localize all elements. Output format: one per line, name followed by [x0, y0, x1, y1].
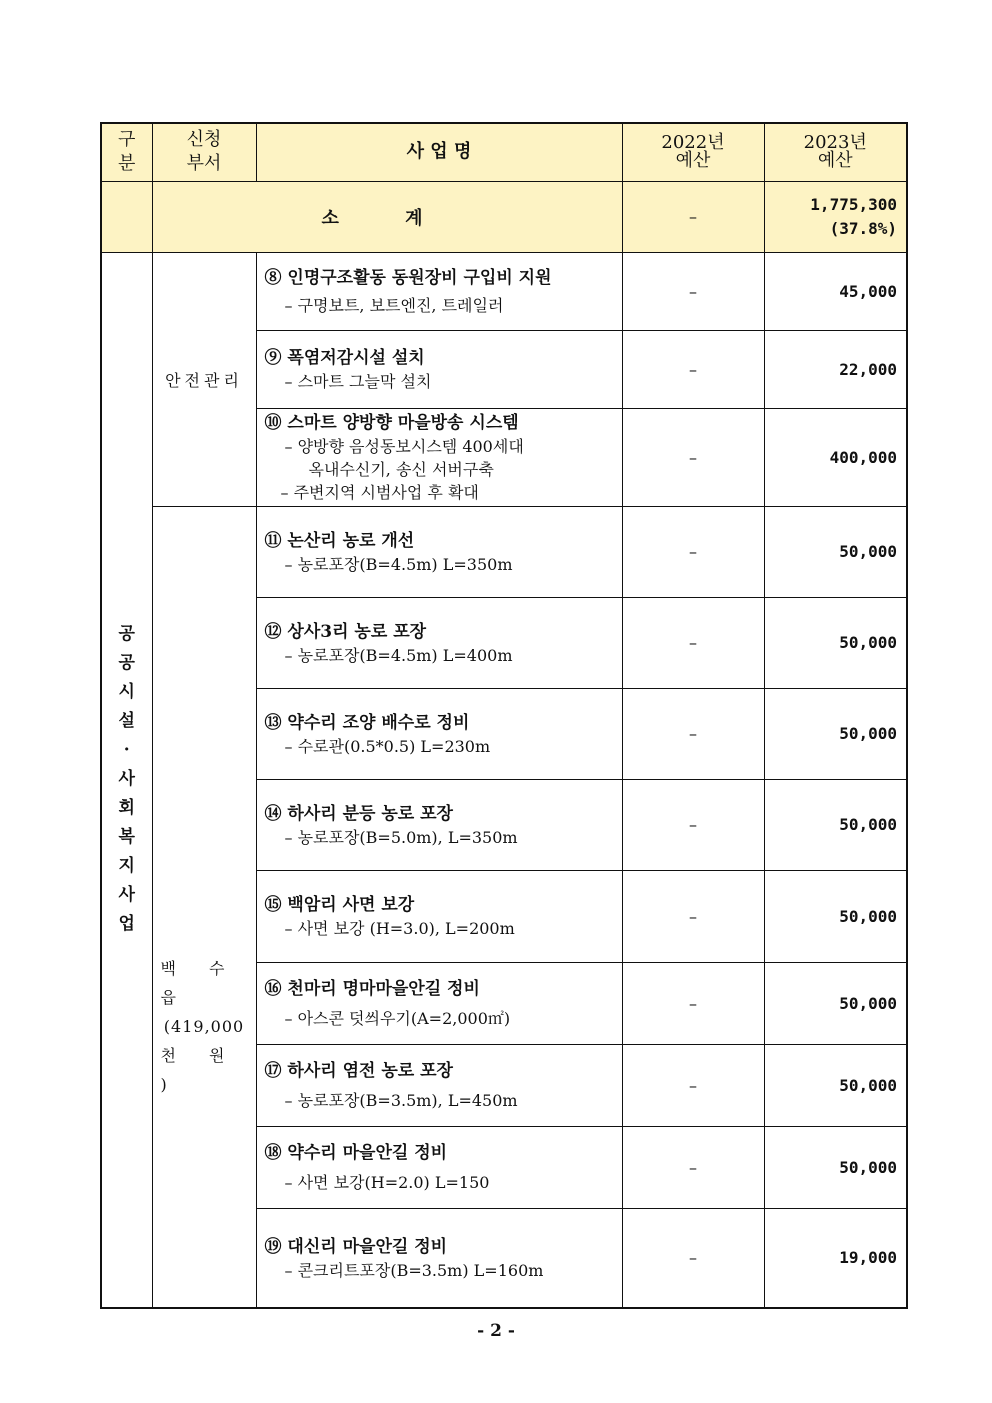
project-2022-value: – [622, 870, 764, 962]
header-category-line2: 분 [118, 153, 136, 175]
project-desc: – 아스콘 덧씌우기(A=2,000㎡) [284, 1008, 511, 1028]
category-char: · [123, 740, 130, 761]
category-char: 지 [118, 856, 135, 877]
project-desc: – 농로포장(B=4.5m) L=400m [284, 645, 513, 665]
project-desc: – 수로관(0.5*0.5) L=230m [284, 736, 491, 756]
project-desc: – 사면 보강(H=2.0) L=150 [284, 1172, 490, 1192]
category-char: 업 [118, 914, 135, 935]
category-char: 공 [118, 624, 135, 645]
category-char: 시 [118, 682, 135, 703]
category-char: 복 [118, 827, 135, 848]
header-project-name: 사 업 명 [256, 123, 622, 181]
header-row [101, 123, 907, 181]
subtotal-label-cell [152, 181, 764, 252]
department-baeksu-line2: (419,000 [163, 1017, 245, 1037]
project-title: ⑩ 스마트 양방향 마을방송 시스템 [264, 412, 519, 433]
project-title: ⑲ 대신리 마을안길 정비 [264, 1236, 448, 1257]
project-cell [256, 330, 622, 408]
project-cell [256, 597, 622, 688]
header-2022-line1: 2022년 [661, 132, 725, 154]
department-baeksu-line1: 백 수 읍 [160, 959, 239, 1008]
subtotal-label: 소 계 [153, 182, 623, 252]
project-desc: – 콘크리트포장(B=3.5m) L=160m [284, 1260, 544, 1280]
project-2023-value: 45,000 [764, 252, 907, 330]
project-title: ⑮ 백암리 사면 보강 [264, 894, 415, 915]
header-department [152, 123, 256, 181]
header-2023-line1: 2023년 [803, 132, 867, 154]
header-category [101, 123, 152, 181]
subtotal-blank-cell [101, 181, 152, 252]
project-cell [256, 962, 622, 1044]
project-2022-value: – [622, 330, 764, 408]
subtotal-2022: – [622, 182, 764, 252]
project-2022-value: – [622, 1208, 764, 1308]
project-2022-value: – [622, 779, 764, 870]
department-safety: 안전관리 [152, 252, 256, 506]
table-row [101, 506, 907, 597]
project-2023-value: 400,000 [764, 408, 907, 506]
project-cell [256, 779, 622, 870]
project-desc: – 농로포장(B=4.5m) L=350m [284, 554, 513, 574]
project-2023-value: 50,000 [764, 1126, 907, 1208]
header-2023-budget [764, 123, 907, 181]
project-2023-value: 50,000 [764, 779, 907, 870]
header-2022-budget [622, 123, 764, 181]
project-2022-value: – [622, 962, 764, 1044]
subtotal-value: 1,775,300 [810, 194, 897, 214]
project-2023-value: 50,000 [764, 962, 907, 1044]
department-baeksu-line3: 천 원 ) [160, 1046, 239, 1095]
project-desc: – 주변지역 시범사업 후 확대 [280, 482, 479, 502]
subtotal-inner [153, 182, 764, 252]
department-baeksu [152, 506, 256, 1308]
project-desc: – 사면 보강 (H=3.0), L=200m [284, 918, 515, 938]
category-char: 사 [118, 885, 135, 906]
header-2023-line2: 예산 [817, 150, 853, 172]
project-desc: – 양방향 음성동보시스템 400세대 [284, 436, 524, 456]
project-2023-value: 19,000 [764, 1208, 907, 1308]
project-cell [256, 1044, 622, 1126]
project-cell [256, 252, 622, 330]
category-char: 회 [118, 798, 135, 819]
project-2022-value: – [622, 597, 764, 688]
project-2023-value: 50,000 [764, 688, 907, 779]
table-row [101, 252, 907, 330]
category-cell [101, 252, 152, 1308]
project-desc: – 스마트 그늘막 설치 [284, 371, 432, 391]
project-title: ⑪ 논산리 농로 개선 [264, 530, 415, 551]
project-desc: – 농로포장(B=3.5m), L=450m [284, 1090, 518, 1110]
project-desc: – 농로포장(B=5.0m), L=350m [284, 827, 518, 847]
project-cell [256, 1208, 622, 1308]
project-title: ⑨ 폭염저감시설 설치 [264, 347, 425, 368]
header-category-line1: 구 [118, 129, 136, 151]
project-2022-value: – [622, 688, 764, 779]
page-number: - 2 - [477, 1321, 515, 1341]
project-cell [256, 688, 622, 779]
project-title: ⑰ 하사리 염전 농로 포장 [264, 1060, 453, 1081]
project-2023-value: 50,000 [764, 506, 907, 597]
project-cell [256, 506, 622, 597]
project-cell [256, 870, 622, 962]
project-title: ⑬ 약수리 조양 배수로 정비 [264, 712, 470, 733]
project-cell [256, 1126, 622, 1208]
project-title: ⑱ 약수리 마을안길 정비 [264, 1142, 448, 1163]
category-char: 사 [118, 769, 135, 790]
project-title: ⑭ 하사리 분등 농로 포장 [264, 803, 453, 824]
subtotal-percent: (37.8%) [829, 218, 897, 238]
project-2022-value: – [622, 252, 764, 330]
project-2023-value: 22,000 [764, 330, 907, 408]
header-2022-line2: 예산 [675, 150, 711, 172]
project-desc: 옥내수신기, 송신 서버구축 [308, 459, 494, 479]
project-title: ⑧ 인명구조활동 동원장비 구입비 지원 [264, 267, 552, 288]
header-department-line1: 신청 [186, 129, 222, 151]
budget-table [100, 122, 908, 1309]
project-title: ⑯ 천마리 명마마을안길 정비 [264, 978, 480, 999]
header-department-line2: 부서 [186, 153, 222, 175]
subtotal-row [101, 181, 907, 252]
project-desc: – 구명보트, 보트엔진, 트레일러 [284, 295, 504, 315]
category-char: 설 [118, 711, 135, 732]
project-2023-value: 50,000 [764, 870, 907, 962]
project-2022-value: – [622, 506, 764, 597]
project-2022-value: – [622, 1126, 764, 1208]
project-2022-value: – [622, 408, 764, 506]
project-2022-value: – [622, 1044, 764, 1126]
project-title: ⑫ 상사3리 농로 포장 [264, 621, 427, 642]
project-2023-value: 50,000 [764, 1044, 907, 1126]
subtotal-2023 [764, 181, 907, 252]
project-cell [256, 408, 622, 506]
category-char: 공 [118, 653, 135, 674]
project-2023-value: 50,000 [764, 597, 907, 688]
